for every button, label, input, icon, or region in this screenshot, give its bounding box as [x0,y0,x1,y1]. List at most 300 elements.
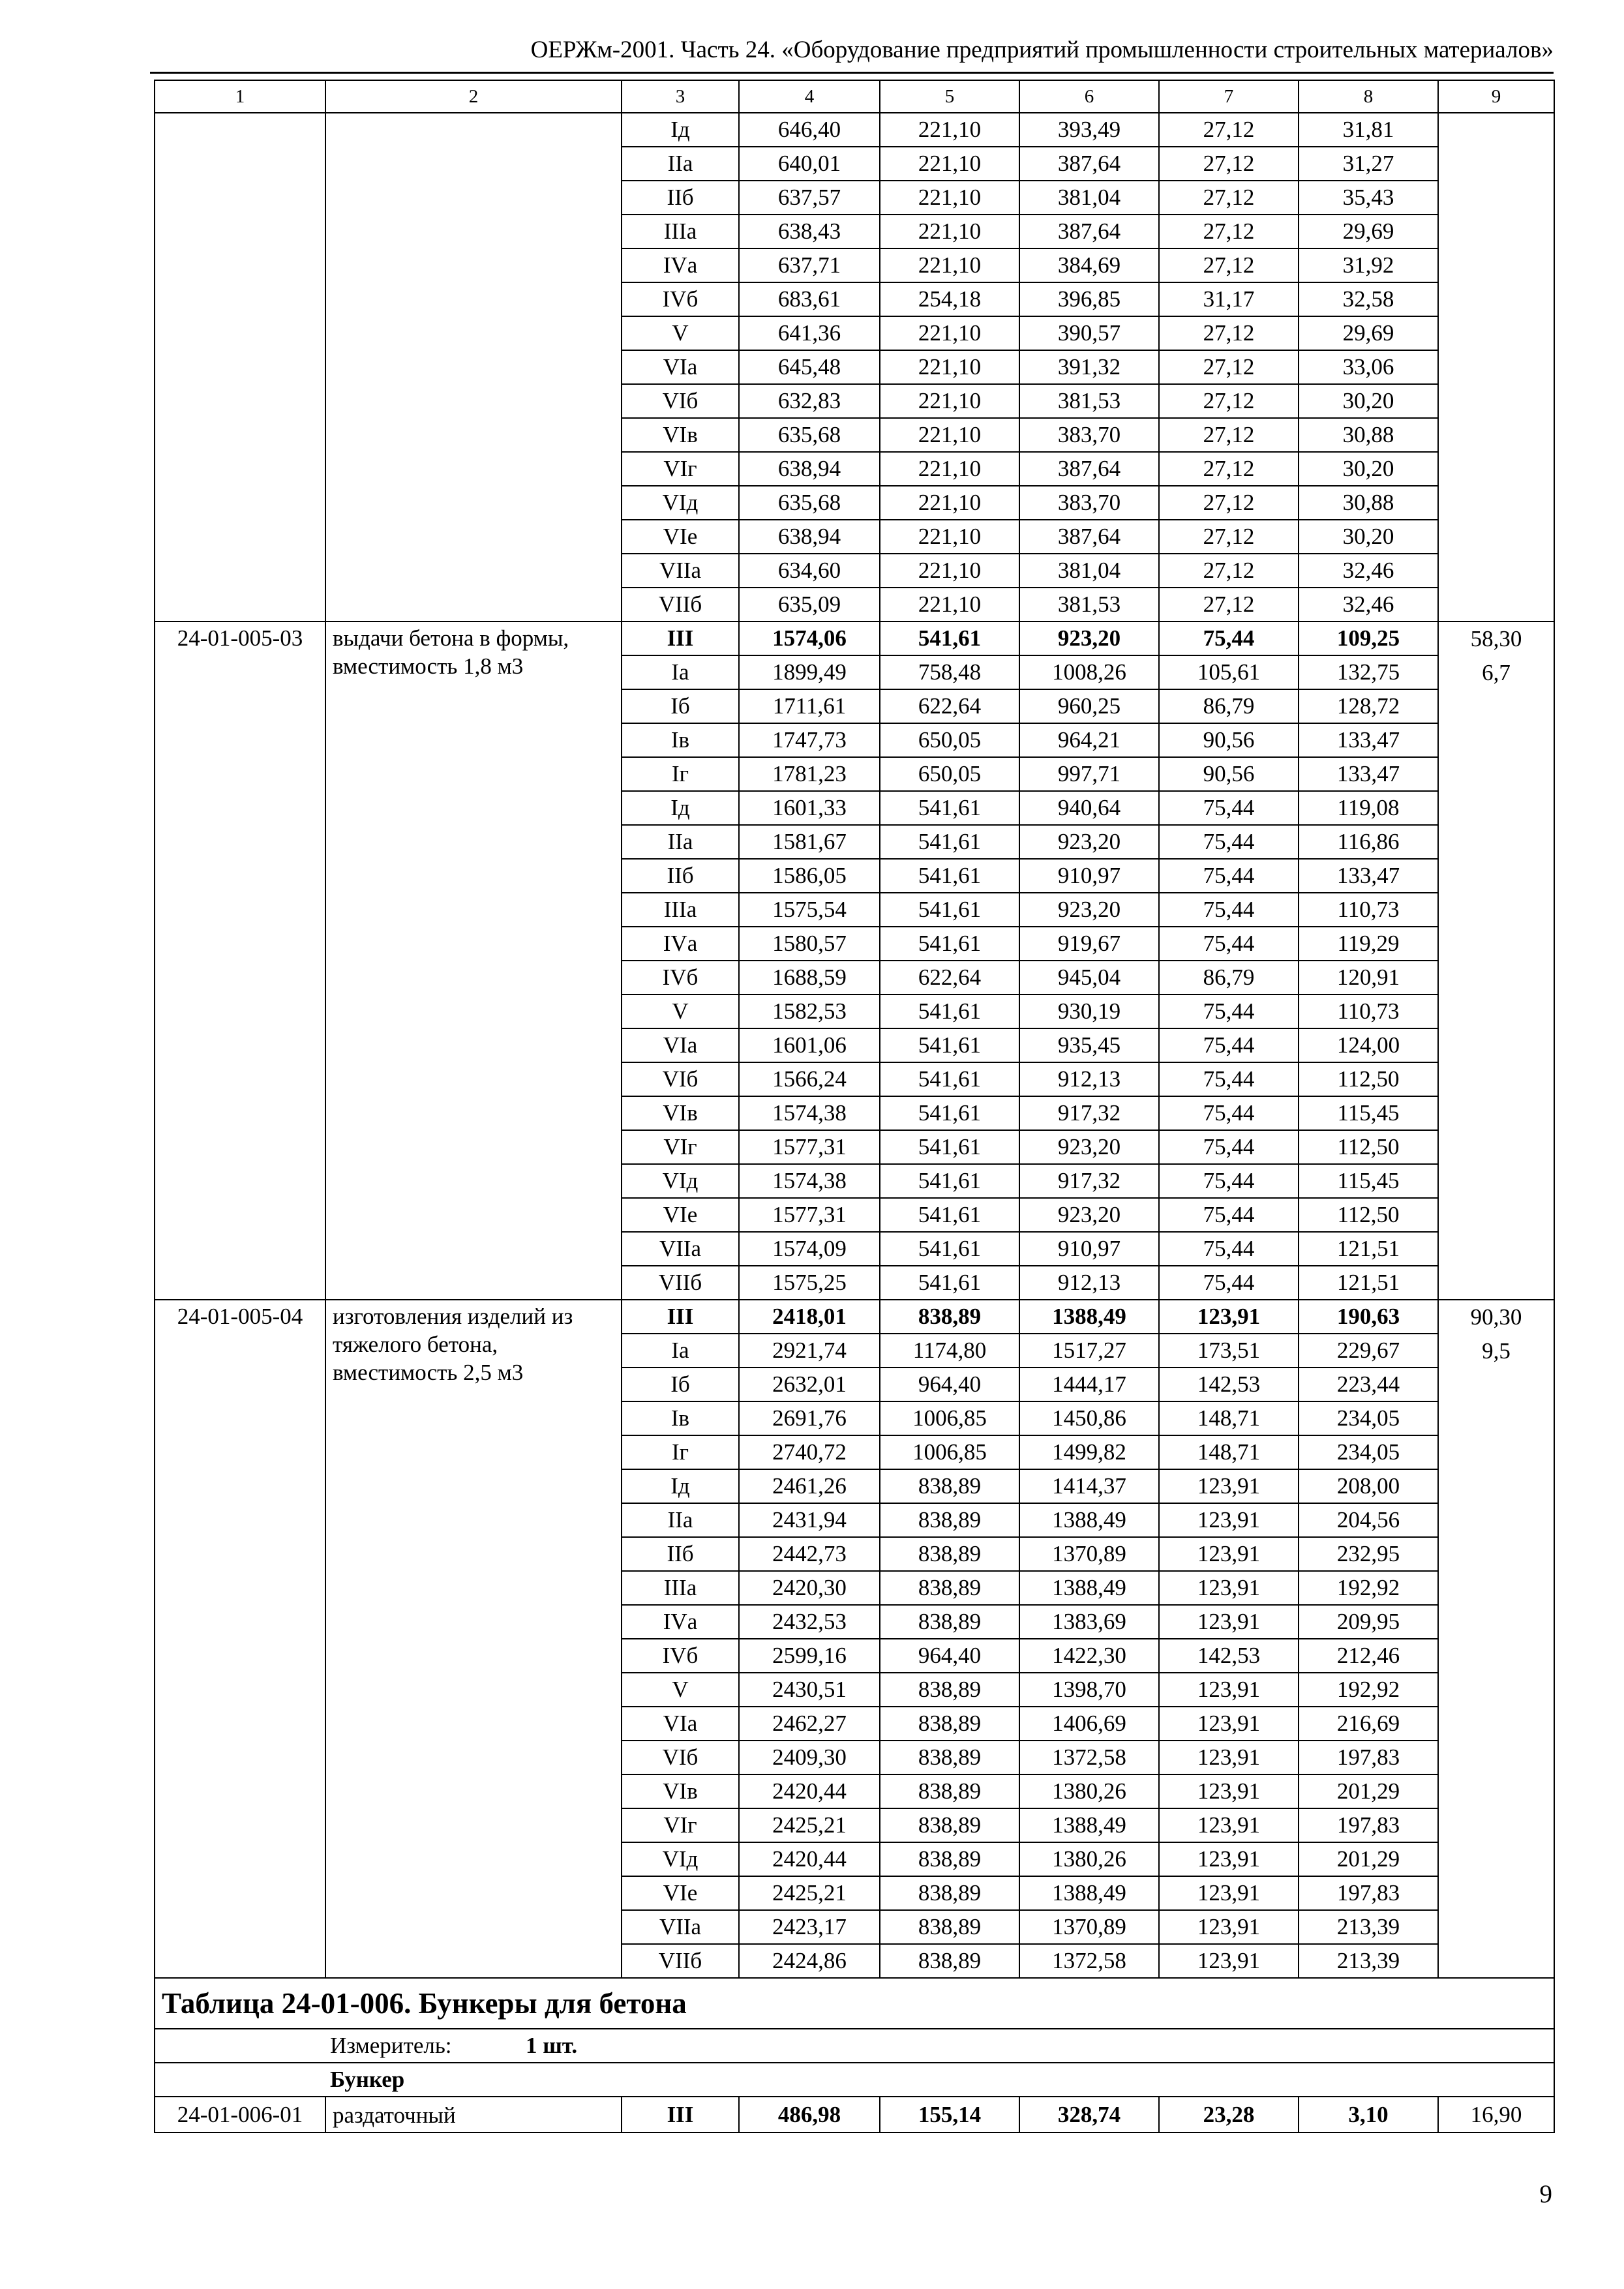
value-cell: 1380,26 [1019,1774,1159,1808]
price-table [154,80,1555,2133]
group-code: VIа [622,350,739,384]
value-cell: 1580,57 [739,927,880,961]
value-cell: 838,89 [880,1808,1019,1842]
value-cell: 221,10 [880,384,1019,418]
value-cell: 1601,33 [739,791,880,825]
column-9-cell [1438,113,1554,621]
value-cell: 2921,74 [739,1334,880,1368]
value-cell: 632,83 [739,384,880,418]
value-cell: 1575,54 [739,893,880,927]
value-cell: 31,17 [1159,282,1299,316]
value-cell: 1566,24 [739,1062,880,1096]
value-cell: 30,88 [1299,486,1438,520]
value-cell: 396,85 [1019,282,1159,316]
value-cell: 133,47 [1299,859,1438,893]
value-cell: 1574,09 [739,1232,880,1266]
value-cell: 923,20 [1019,621,1159,655]
item-description: раздаточный [325,2097,622,2132]
value-cell: 541,61 [880,1232,1019,1266]
group-code: IIа [622,825,739,859]
group-code: VIа [622,1028,739,1062]
group-code: Iа [622,655,739,689]
value-cell: 123,91 [1159,1673,1299,1707]
value-cell: 192,92 [1299,1673,1438,1707]
value-cell: 223,44 [1299,1368,1438,1401]
value-cell: 2425,21 [739,1876,880,1910]
section-cell [155,2063,1554,2097]
value-cell: 328,74 [1019,2097,1159,2132]
value-cell: 209,95 [1299,1605,1438,1639]
value-cell: 2740,72 [739,1435,880,1469]
value-cell: 33,06 [1299,350,1438,384]
value-cell: 148,71 [1159,1401,1299,1435]
value-cell: 112,50 [1299,1062,1438,1096]
group-code: Iг [622,757,739,791]
group-code: Iа [622,1334,739,1368]
group-code: IIб [622,181,739,215]
value-cell: 1581,67 [739,825,880,859]
value-cell: 75,44 [1159,859,1299,893]
value-cell: 254,18 [880,282,1019,316]
value-cell: 683,61 [739,282,880,316]
value-cell: 393,49 [1019,113,1159,147]
col-num: 1 [155,80,325,113]
value-cell: 964,40 [880,1368,1019,1401]
value-cell: 221,10 [880,452,1019,486]
value-cell: 541,61 [880,825,1019,859]
value-cell: 1781,23 [739,757,880,791]
value-cell: 1601,06 [739,1028,880,1062]
value-cell: 541,61 [880,791,1019,825]
value-cell: 638,94 [739,452,880,486]
value-cell: 1388,49 [1019,1808,1159,1842]
value-cell: 123,91 [1159,1707,1299,1741]
value-cell: 935,45 [1019,1028,1159,1062]
group-code: III [622,2097,739,2132]
value-cell: 541,61 [880,1096,1019,1130]
value-cell: 2423,17 [739,1910,880,1944]
value-cell: 384,69 [1019,248,1159,282]
value-cell: 221,10 [880,588,1019,621]
table-title: Таблица 24-01-006. Бункеры для бетона [155,1978,1554,2029]
value-cell: 221,10 [880,248,1019,282]
value-cell: 197,83 [1299,1876,1438,1910]
group-code: Iд [622,113,739,147]
value-cell: 221,10 [880,316,1019,350]
value-cell: 27,12 [1159,316,1299,350]
value-cell: 1380,26 [1019,1842,1159,1876]
group-code: Iв [622,1401,739,1435]
group-code: Iд [622,791,739,825]
value-cell: 27,12 [1159,215,1299,248]
group-code: VIв [622,1774,739,1808]
value-cell: 75,44 [1159,1232,1299,1266]
value-cell: 2420,30 [739,1571,880,1605]
value-cell: 387,64 [1019,147,1159,181]
value-cell: 116,86 [1299,825,1438,859]
group-code: VIе [622,520,739,554]
group-code: VIб [622,1741,739,1774]
value-cell: 27,12 [1159,147,1299,181]
group-code: VIIб [622,1944,739,1978]
value-cell: 541,61 [880,893,1019,927]
group-code: Iб [622,689,739,723]
group-code: Iд [622,1469,739,1503]
value-cell: 27,12 [1159,520,1299,554]
value-cell: 124,00 [1299,1028,1438,1062]
value-cell: 123,91 [1159,1944,1299,1978]
value-cell: 381,53 [1019,384,1159,418]
group-code: IVа [622,927,739,961]
value-cell: 75,44 [1159,893,1299,927]
value-cell: 1388,49 [1019,1503,1159,1537]
group-code: VIг [622,1130,739,1164]
group-code: V [622,995,739,1028]
value-cell: 1577,31 [739,1198,880,1232]
value-cell: 132,75 [1299,655,1438,689]
group-code: III [622,621,739,655]
value-cell: 383,70 [1019,486,1159,520]
group-code: V [622,1673,739,1707]
value-cell: 31,81 [1299,113,1438,147]
value-cell: 1688,59 [739,961,880,995]
value-cell: 917,32 [1019,1096,1159,1130]
value-cell: 119,08 [1299,791,1438,825]
value-cell: 128,72 [1299,689,1438,723]
value-cell: 1406,69 [1019,1707,1159,1741]
value-cell: 387,64 [1019,215,1159,248]
value-cell: 197,83 [1299,1741,1438,1774]
value-cell: 622,64 [880,961,1019,995]
value-cell: 208,00 [1299,1469,1438,1503]
value-cell: 229,67 [1299,1334,1438,1368]
group-code: IIб [622,859,739,893]
value-cell: 2462,27 [739,1707,880,1741]
value-cell: 541,61 [880,1266,1019,1300]
value-cell: 29,69 [1299,316,1438,350]
value-cell: 1575,25 [739,1266,880,1300]
value-cell: 31,92 [1299,248,1438,282]
value-cell: 635,68 [739,418,880,452]
value-cell: 123,91 [1159,1571,1299,1605]
value-cell: 221,10 [880,215,1019,248]
value-cell: 917,32 [1019,1164,1159,1198]
value-cell: 1372,58 [1019,1944,1159,1978]
value-cell: 541,61 [880,859,1019,893]
column-9-secondary: 6,7 [1482,660,1511,685]
value-cell: 1388,49 [1019,1571,1159,1605]
value-cell: 635,68 [739,486,880,520]
description-cell [325,113,622,621]
value-cell: 2599,16 [739,1639,880,1673]
value-cell: 1008,26 [1019,655,1159,689]
value-cell: 133,47 [1299,723,1438,757]
item-description: выдачи бетона в формы, вместимость 1,8 м3 [325,621,622,1300]
value-cell: 923,20 [1019,1130,1159,1164]
value-cell: 221,10 [880,113,1019,147]
value-cell: 2461,26 [739,1469,880,1503]
section-title: Бункер [330,2067,405,2092]
value-cell: 123,91 [1159,1741,1299,1774]
value-cell: 121,51 [1299,1232,1438,1266]
value-cell: 190,63 [1299,1300,1438,1334]
value-cell: 221,10 [880,418,1019,452]
value-cell: 75,44 [1159,1062,1299,1096]
value-cell: 2691,76 [739,1401,880,1435]
group-code: IIIа [622,1571,739,1605]
value-cell: 637,71 [739,248,880,282]
value-cell: 109,25 [1299,621,1438,655]
group-code: VIд [622,1164,739,1198]
group-code: VIб [622,1062,739,1096]
value-cell: 221,10 [880,486,1019,520]
value-cell: 30,20 [1299,384,1438,418]
value-cell: 123,91 [1159,1876,1299,1910]
group-code: IIIа [622,215,739,248]
value-cell: 838,89 [880,1910,1019,1944]
value-cell: 1577,31 [739,1130,880,1164]
col-num: 8 [1299,80,1438,113]
group-code: VIIб [622,1266,739,1300]
group-code: VIд [622,486,739,520]
value-cell: 910,97 [1019,859,1159,893]
value-cell: 381,53 [1019,588,1159,621]
code-cell [155,113,325,621]
group-code: VIг [622,1808,739,1842]
col-num: 3 [622,80,739,113]
group-code: VIд [622,1842,739,1876]
value-cell: 2425,21 [739,1808,880,1842]
measure-cell [155,2029,1554,2063]
group-code: VIIб [622,588,739,621]
value-cell: 1414,37 [1019,1469,1159,1503]
page-header: ОЕРЖм-2001. Часть 24. «Оборудование предприятий промышленности строительных материалов» [530,37,1554,63]
group-code: Iв [622,723,739,757]
value-cell: 112,50 [1299,1130,1438,1164]
value-cell: 123,91 [1159,1503,1299,1537]
value-cell: 32,58 [1299,282,1438,316]
table-row [155,621,1554,655]
value-cell: 27,12 [1159,384,1299,418]
value-cell: 838,89 [880,1300,1019,1334]
value-cell: 1006,85 [880,1401,1019,1435]
value-cell: 75,44 [1159,1130,1299,1164]
value-cell: 221,10 [880,554,1019,588]
value-cell: 645,48 [739,350,880,384]
value-cell: 75,44 [1159,621,1299,655]
group-code: VIв [622,1096,739,1130]
value-cell: 758,48 [880,655,1019,689]
value-cell: 541,61 [880,1028,1019,1062]
column-9-cell: 16,90 [1438,2097,1554,2132]
value-cell: 30,88 [1299,418,1438,452]
measure-label: Измеритель: [330,2033,452,2058]
group-code: IVб [622,1639,739,1673]
value-cell: 86,79 [1159,689,1299,723]
value-cell: 635,09 [739,588,880,621]
value-cell: 27,12 [1159,418,1299,452]
value-cell: 930,19 [1019,995,1159,1028]
value-cell: 75,44 [1159,1096,1299,1130]
item-code: 24-01-006-01 [155,2097,325,2132]
table-body [155,80,1554,2132]
value-cell: 204,56 [1299,1503,1438,1537]
group-code: V [622,316,739,350]
group-code: Iб [622,1368,739,1401]
column-number-row [155,80,1554,113]
value-cell: 1370,89 [1019,1537,1159,1571]
value-cell: 1899,49 [739,655,880,689]
value-cell: 142,53 [1159,1368,1299,1401]
value-cell: 387,64 [1019,520,1159,554]
value-cell: 838,89 [880,1537,1019,1571]
value-cell: 646,40 [739,113,880,147]
group-code: IIа [622,1503,739,1537]
value-cell: 1006,85 [880,1435,1019,1469]
value-cell: 201,29 [1299,1842,1438,1876]
value-cell: 2420,44 [739,1842,880,1876]
value-cell: 234,05 [1299,1401,1438,1435]
value-cell: 173,51 [1159,1334,1299,1368]
table-row [155,113,1554,147]
group-code: IIа [622,147,739,181]
value-cell: 838,89 [880,1944,1019,1978]
value-cell: 838,89 [880,1774,1019,1808]
value-cell: 1574,38 [739,1164,880,1198]
table-row [155,2097,1554,2132]
value-cell: 650,05 [880,723,1019,757]
value-cell: 1586,05 [739,859,880,893]
value-cell: 142,53 [1159,1639,1299,1673]
value-cell: 192,92 [1299,1571,1438,1605]
value-cell: 541,61 [880,1198,1019,1232]
col-num: 9 [1438,80,1554,113]
value-cell: 541,61 [880,1062,1019,1096]
value-cell: 1711,61 [739,689,880,723]
value-cell: 123,91 [1159,1469,1299,1503]
value-cell: 1574,38 [739,1096,880,1130]
group-code: VIб [622,384,739,418]
value-cell: 123,91 [1159,1300,1299,1334]
value-cell: 110,73 [1299,995,1438,1028]
measure-row [155,2029,1554,2063]
value-cell: 2632,01 [739,1368,880,1401]
value-cell: 1174,80 [880,1334,1019,1368]
value-cell: 486,98 [739,2097,880,2132]
value-cell: 31,27 [1299,147,1438,181]
item-code: 24-01-005-04 [155,1300,325,1978]
value-cell: 3,10 [1299,2097,1438,2132]
value-cell: 1499,82 [1019,1435,1159,1469]
value-cell: 123,91 [1159,1774,1299,1808]
value-cell: 133,47 [1299,757,1438,791]
value-cell: 27,12 [1159,248,1299,282]
value-cell: 121,51 [1299,1266,1438,1300]
value-cell: 2431,94 [739,1503,880,1537]
value-cell: 541,61 [880,927,1019,961]
value-cell: 2420,44 [739,1774,880,1808]
value-cell: 123,91 [1159,1605,1299,1639]
column-9-total: 90,30 [1470,1304,1522,1330]
value-cell: 155,14 [880,2097,1019,2132]
value-cell: 1574,06 [739,621,880,655]
value-cell: 1388,49 [1019,1876,1159,1910]
value-cell: 90,56 [1159,757,1299,791]
value-cell: 2424,86 [739,1944,880,1978]
value-cell: 110,73 [1299,893,1438,927]
value-cell: 120,91 [1299,961,1438,995]
value-cell: 964,21 [1019,723,1159,757]
value-cell: 1450,86 [1019,1401,1159,1435]
value-cell: 383,70 [1019,418,1159,452]
table-row [155,1300,1554,1334]
value-cell: 112,50 [1299,1198,1438,1232]
value-cell: 997,71 [1019,757,1159,791]
value-cell: 123,91 [1159,1808,1299,1842]
value-cell: 27,12 [1159,588,1299,621]
group-code: VIа [622,1707,739,1741]
value-cell: 381,04 [1019,181,1159,215]
value-cell: 221,10 [880,181,1019,215]
value-cell: 27,12 [1159,554,1299,588]
value-cell: 115,45 [1299,1164,1438,1198]
value-cell: 29,69 [1299,215,1438,248]
value-cell: 541,61 [880,1130,1019,1164]
value-cell: 123,91 [1159,1537,1299,1571]
col-num: 6 [1019,80,1159,113]
column-9-cell [1438,621,1554,1300]
value-cell: 838,89 [880,1503,1019,1537]
value-cell: 923,20 [1019,1198,1159,1232]
group-code: VIе [622,1198,739,1232]
value-cell: 964,40 [880,1639,1019,1673]
value-cell: 75,44 [1159,995,1299,1028]
value-cell: 27,12 [1159,181,1299,215]
value-cell: 923,20 [1019,825,1159,859]
value-cell: 221,10 [880,350,1019,384]
value-cell: 1372,58 [1019,1741,1159,1774]
group-code: IVб [622,282,739,316]
value-cell: 75,44 [1159,927,1299,961]
item-description: изготовления изделий из тяжелого бетона, вместимость 2,5 м3 [325,1300,622,1978]
group-code: VIIа [622,554,739,588]
value-cell: 201,29 [1299,1774,1438,1808]
value-cell: 622,64 [880,689,1019,723]
value-cell: 86,79 [1159,961,1299,995]
group-code: IVб [622,961,739,995]
value-cell: 90,56 [1159,723,1299,757]
value-cell: 35,43 [1299,181,1438,215]
value-cell: 638,94 [739,520,880,554]
value-cell: 30,20 [1299,452,1438,486]
value-cell: 148,71 [1159,1435,1299,1469]
value-cell: 2418,01 [739,1300,880,1334]
value-cell: 541,61 [880,1164,1019,1198]
value-cell: 2442,73 [739,1537,880,1571]
value-cell: 32,46 [1299,554,1438,588]
value-cell: 1422,30 [1019,1639,1159,1673]
value-cell: 650,05 [880,757,1019,791]
value-cell: 75,44 [1159,1198,1299,1232]
value-cell: 960,25 [1019,689,1159,723]
page-number: 9 [1539,2180,1552,2208]
group-code: IIIа [622,893,739,927]
value-cell: 838,89 [880,1707,1019,1741]
value-cell: 1370,89 [1019,1910,1159,1944]
value-cell: 640,01 [739,147,880,181]
value-cell: 27,12 [1159,486,1299,520]
column-9-total: 58,30 [1470,626,1522,651]
